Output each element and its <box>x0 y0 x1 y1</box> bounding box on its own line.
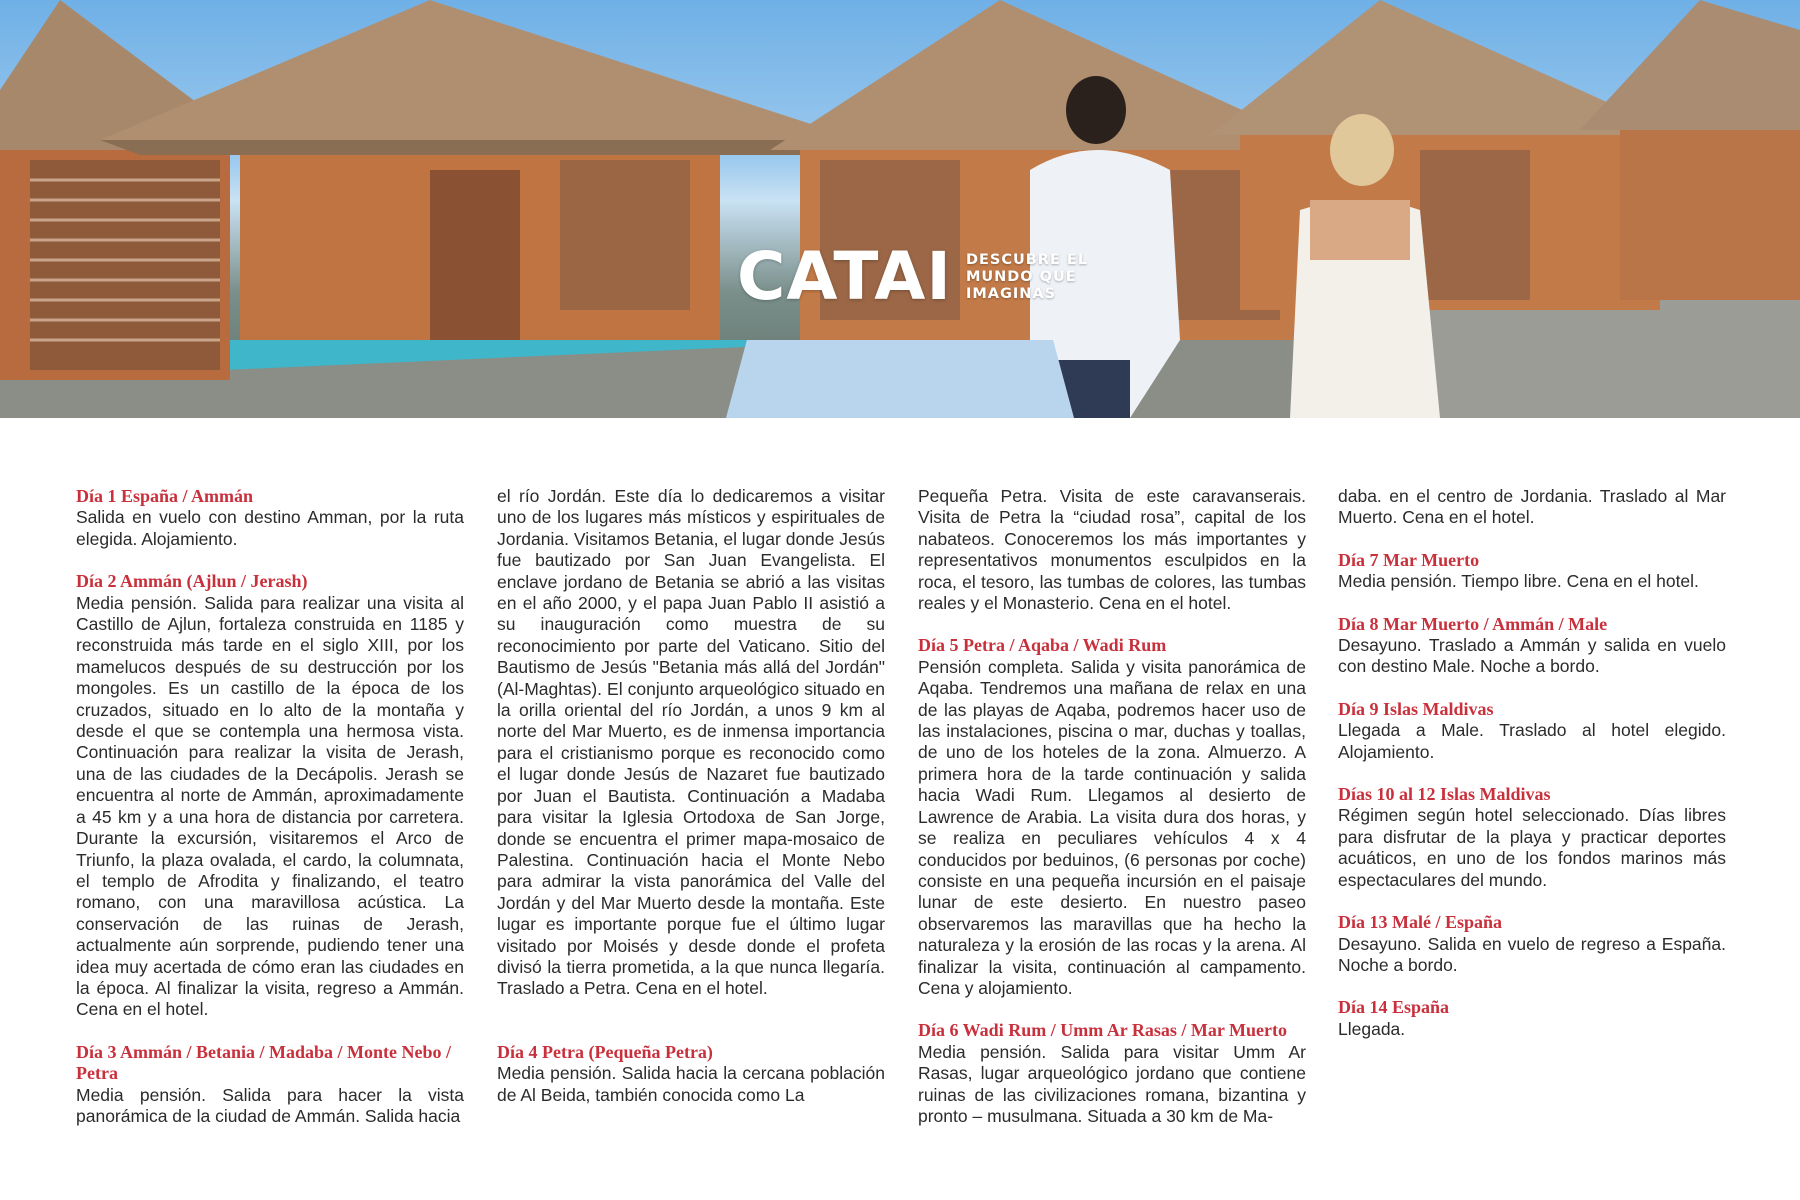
day-block <box>497 1042 885 1106</box>
day-text: daba. en el centro de Jordania. Traslado al Mar Muerto. Cena en el hotel. <box>1338 486 1726 528</box>
brand-tagline <box>966 252 1088 303</box>
day-block <box>76 571 464 1021</box>
accent-tab <box>726 340 1074 418</box>
day-block <box>1338 912 1726 976</box>
day-heading: Día 9 Islas Maldivas <box>1338 698 1494 719</box>
day-block-continued <box>1338 486 1726 529</box>
day-heading: Día 1 España / Ammán <box>76 486 254 506</box>
day-heading: Día 2 Ammán (Ajlun / Jerash) <box>76 571 308 592</box>
day-text: Media pensión. Salida hacia la cercana población de Al Beida, también conocida como La <box>497 1063 885 1105</box>
hero-image <box>0 0 1800 418</box>
day-heading: Día 6 Wadi Rum / Umm Ar Rasas / Mar Muerto <box>918 1020 1287 1041</box>
day-heading: Día 13 Malé / España <box>1338 912 1503 933</box>
day-text: Media pensión. Salida para realizar una visita al Castillo de Ajlun, fortaleza construida en 1185 y reconstruida más tarde en el siglo XIII, por los mamelucos después de su destrucción por los mongoles. Es un castillo de la época de los cruzados, situado en lo alto de la montaña y desde el que se contempla una hermosa vista. Continuación para realizar la visita de Jerash, una de las ciudades de la Decápolis. Jerash se encuentra al norte de Ammán, aproximadamente a 45 km y a una hora de distancia por carretera. Durante la excursión, visitaremos el Arco de Triunfo, la plaza ovalada, el cardo, la columnata, el templo de Afrodita y finalizando, el teatro romano, con una maravillosa acústica. La conservación de las ruinas de Jerash, actualmente aún sorprende, pudiendo tener una idea muy acertada de cómo eran las ciudades en la época. Al finalizar la visita, regreso a Ammán. Cena en el hotel. <box>76 592 464 1020</box>
day-text: Media pensión. Tiempo libre. Cena en el hotel. <box>1338 571 1699 592</box>
day-block <box>918 635 1306 999</box>
day-text: Media pensión. Salida para visitar Umm Ar Rasas, lugar arqueológico jordano que contiene ruinas de las civilizaciones romana, bizantina y pronto – musulmana. Situada a 30 km de Ma- <box>918 1041 1306 1126</box>
day-text: Desayuno. Salida en vuelo de regreso a España. Noche a bordo. <box>1338 933 1726 975</box>
day-heading: Día 7 Mar Muerto <box>1338 549 1480 570</box>
itinerary-column-3 <box>918 486 1306 1148</box>
day-text: Llegada a Male. Traslado al hotel elegido. Alojamiento. <box>1338 720 1726 762</box>
day-text: Régimen según hotel seleccionado. Días libres para disfrutar de la playa y practicar deportes acuáticos, en uno de los fondos marinos más espectaculares del mundo. <box>1338 805 1726 890</box>
day-text: Salida en vuelo con destino Amman, por la ruta elegida. Alojamiento. <box>76 507 464 549</box>
day-block-continued <box>497 486 885 1000</box>
itinerary-column-1 <box>76 486 464 1148</box>
day-heading: Días 10 al 12 Islas Maldivas <box>1338 784 1551 805</box>
day-block <box>1338 784 1726 891</box>
brand-name: CATAI <box>737 238 952 315</box>
day-block <box>918 1020 1306 1127</box>
day-text: Media pensión. Salida para hacer la vista panorámica de la ciudad de Ammán. Salida hacia <box>76 1084 464 1126</box>
day-heading: Día 5 Petra / Aqaba / Wadi Rum <box>918 635 1167 656</box>
day-block <box>1338 550 1726 593</box>
day-heading: Día 4 Petra (Pequeña Petra) <box>497 1041 713 1062</box>
day-heading: Día 14 España <box>1338 997 1450 1018</box>
day-block <box>1338 614 1726 678</box>
day-block <box>1338 699 1726 763</box>
day-block <box>76 1042 464 1128</box>
day-text: Pequeña Petra. Visita de este caravanserais. Visita de Petra la “ciudad rosa”, capital de los nabateos. Conoceremos los más importantes y representativos monumentos esculpidos en la roca, el tesoro, las tumbas de colores, las tumbas reales y el Monasterio. Cena en el hotel. <box>918 486 1306 614</box>
day-block-continued <box>918 486 1306 614</box>
day-text: Desayuno. Traslado a Ammán y salida en vuelo con destino Male. Noche a bordo. <box>1338 635 1726 677</box>
day-block <box>76 486 464 550</box>
brand-logo <box>737 238 1089 315</box>
day-text: Pensión completa. Salida y visita panorámica de Aqaba. Tendremos una mañana de relax en una de las playas de Aqaba, podremos hacer uso de las instalaciones, piscina o mar, duchas y toallas, de uno de los hoteles de la zona. Almuerzo. A primera hora de la tarde continuación y salida hacia Wadi Rum. Llegamos al desierto de Lawrence de Arabia. La visita dura dos horas, y se realiza en peculiares vehículos 4 x 4 conducidos por beduinos, (6 personas por coche) consiste en una pequeña incursión en el paisaje lunar de este desierto. En nuestro paseo observaremos las maravillas que ha hecho la naturaleza y la erosión de las rocas y la arena. Al finalizar la visita, continuación al campamento. Cena y alojamiento. <box>918 656 1306 998</box>
day-block <box>1338 997 1726 1040</box>
day-text: Llegada. <box>1338 1018 1406 1039</box>
day-text: el río Jordán. Este día lo dedicaremos a visitar uno de los lugares más místicos y espirituales de Jordania. Visitamos Betania, el lugar donde Jesús fue bautizado por San Juan Evangelista. El enclave jordano de Betania se abrió a las visitas en el año 2000, y el papa Juan Pablo II asistió a su inauguración como muestra de su reconocimiento por parte del Vaticano. Sitio del Bautismo de Jesús "Betania más allá del Jordán" (Al-Maghtas). El conjunto arqueológico situado en la orilla oriental del río Jordán, a unos 9 km al norte del Mar Muerto, es de inmensa importancia para el cristianismo porque es reconocido como el lugar donde Jesús de Nazaret fue bautizado por Juan el Bautista. Continuación a Madaba para visitar la Iglesia Ortodoxa de San Jorge, donde se encuentra el primer mapa-mosaico de Palestina. Continuación hacia el Monte Nebo para admirar la vista panorámica del Valle del Jordán y del Mar Muerto desde la montaña. Este lugar es importante porque fue el último lugar visitado por Moisés y desde donde el profeta divisó la tierra prometida, a la que nunca llegaría. Traslado a Petra. Cena en el hotel. <box>497 486 885 999</box>
itinerary-column-2 <box>497 486 885 1127</box>
tagline-line-3: IMAGINAS <box>965 285 1057 302</box>
tagline-line-2: MUNDO QUE <box>965 268 1077 285</box>
itinerary-column-4 <box>1338 486 1726 1061</box>
day-heading: Día 3 Ammán / Betania / Madaba / Monte Nebo / Petra <box>76 1041 452 1084</box>
tagline-line-1: DESCUBRE EL <box>965 251 1089 268</box>
day-heading: Día 8 Mar Muerto / Ammán / Male <box>1338 613 1608 634</box>
